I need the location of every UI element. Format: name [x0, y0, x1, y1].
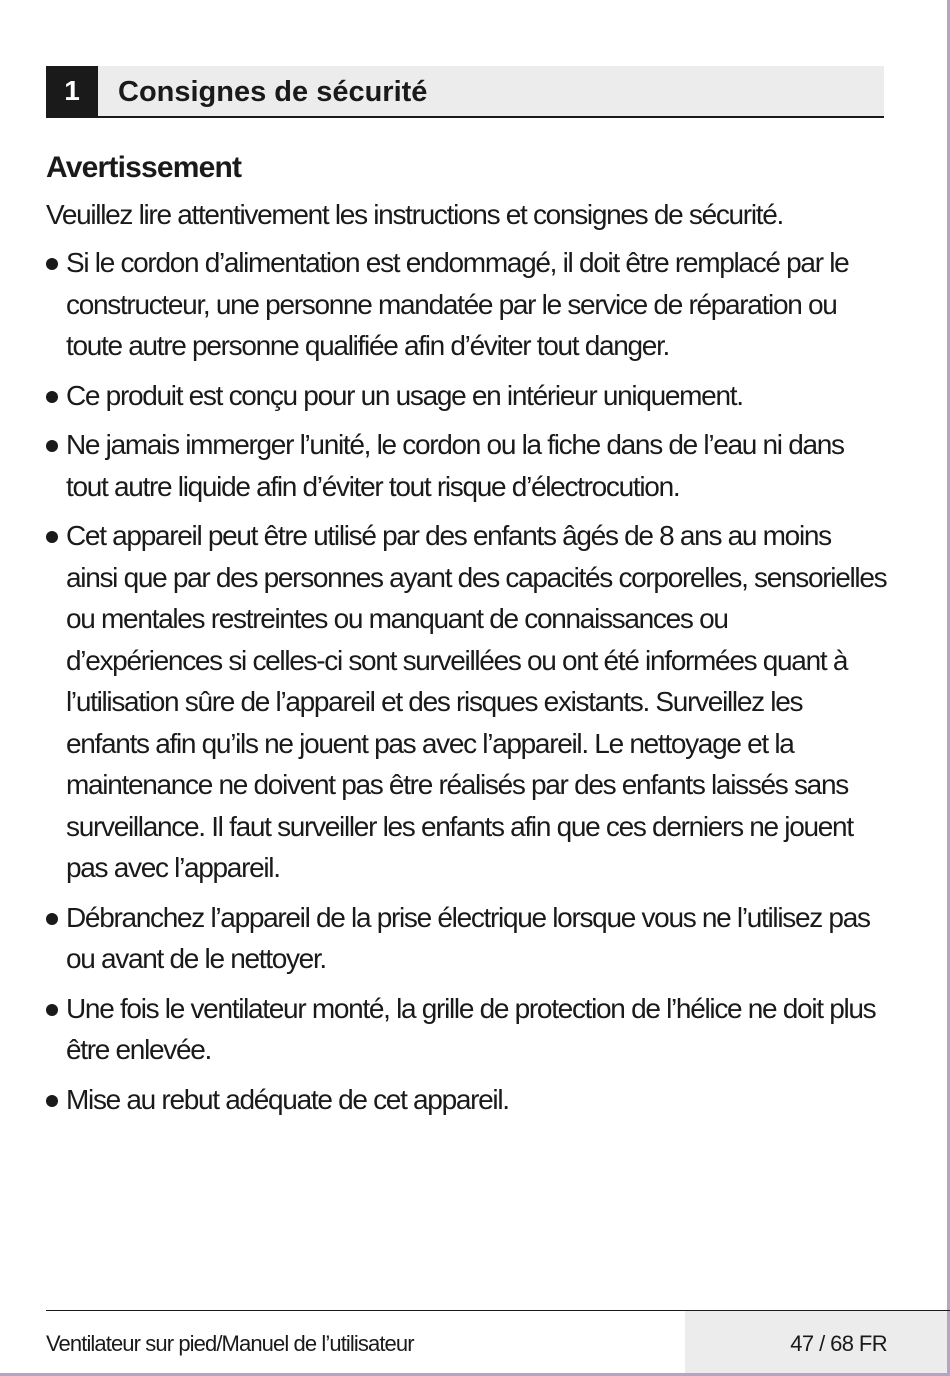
warning-intro: Veuillez lire attentivement les instructions et consignes de sécurité.: [46, 199, 783, 230]
page-content: [46, 142, 888, 1128]
safety-rule-text: Débranchez l’appareil de la prise électrique lorsque vous ne l’utilisez pas ou avant de le nettoyer.: [66, 901, 870, 974]
safety-rule: [46, 897, 888, 980]
footer-page-number: 47 / 68 FR: [790, 1331, 887, 1356]
safety-rule-text: Si le cordon d’alimentation est endommagé, il doit être remplacé par le constructeur, une personne mandatée par le service de réparation ou toute autre personne qualifiée afin d’éviter tout danger.: [66, 247, 849, 361]
warning-title: Avertissement: [46, 151, 242, 184]
safety-rule: [46, 375, 888, 417]
bullet-icon: [46, 258, 58, 270]
safety-rule: [46, 424, 888, 507]
bullet-icon: [46, 440, 58, 452]
safety-rule-text: Mise au rebut adéquate de cet appareil.: [66, 1083, 509, 1115]
safety-rule-text: Ne jamais immerger l’unité, le cordon ou la fiche dans de l’eau ni dans tout autre liquide afin d’éviter tout risque d’électrocution.: [66, 429, 844, 502]
section-header: [46, 66, 884, 118]
safety-rule-text: Cet appareil peut être utilisé par des enfants âgés de 8 ans au moins ainsi que par des personnes ayant des capacités corporelles, sensorielles ou mentales restreintes ou manquant de connaissances ou d’expériences si celles-ci sont surveillées ou ont été informées quant à l’utilisation sûre de l’appareil et des risques existants. Surveillez les enfants afin qu’ils ne jouent pas avec l’appareil. Le nettoyage et la maintenance ne doivent pas être réalisés par des enfants laissés sans surveillance. Il faut surveiller les enfants afin que ces derniers ne jouent pas avec l’appareil.: [66, 520, 887, 883]
safety-rule-text: Une fois le ventilateur monté, la grille de protection de l’hélice ne doit plus être enlevée.: [66, 992, 876, 1065]
safety-rule: [46, 988, 888, 1071]
bullet-icon: [46, 913, 58, 925]
section-title: Consignes de sécurité: [118, 76, 428, 108]
bullet-icon: [46, 531, 58, 543]
bullet-icon: [46, 1095, 58, 1107]
safety-rules-list: [46, 242, 888, 1120]
section-number: 1: [46, 66, 98, 116]
bullet-icon: [46, 1004, 58, 1016]
safety-rule: [46, 515, 888, 889]
safety-rule: [46, 1079, 888, 1121]
bullet-icon: [46, 391, 58, 403]
footer-document-title: Ventilateur sur pied/Manuel de l’utilisateur: [46, 1331, 414, 1356]
safety-rule: [46, 242, 888, 367]
safety-rule-text: Ce produit est conçu pour un usage en intérieur uniquement.: [66, 379, 743, 411]
